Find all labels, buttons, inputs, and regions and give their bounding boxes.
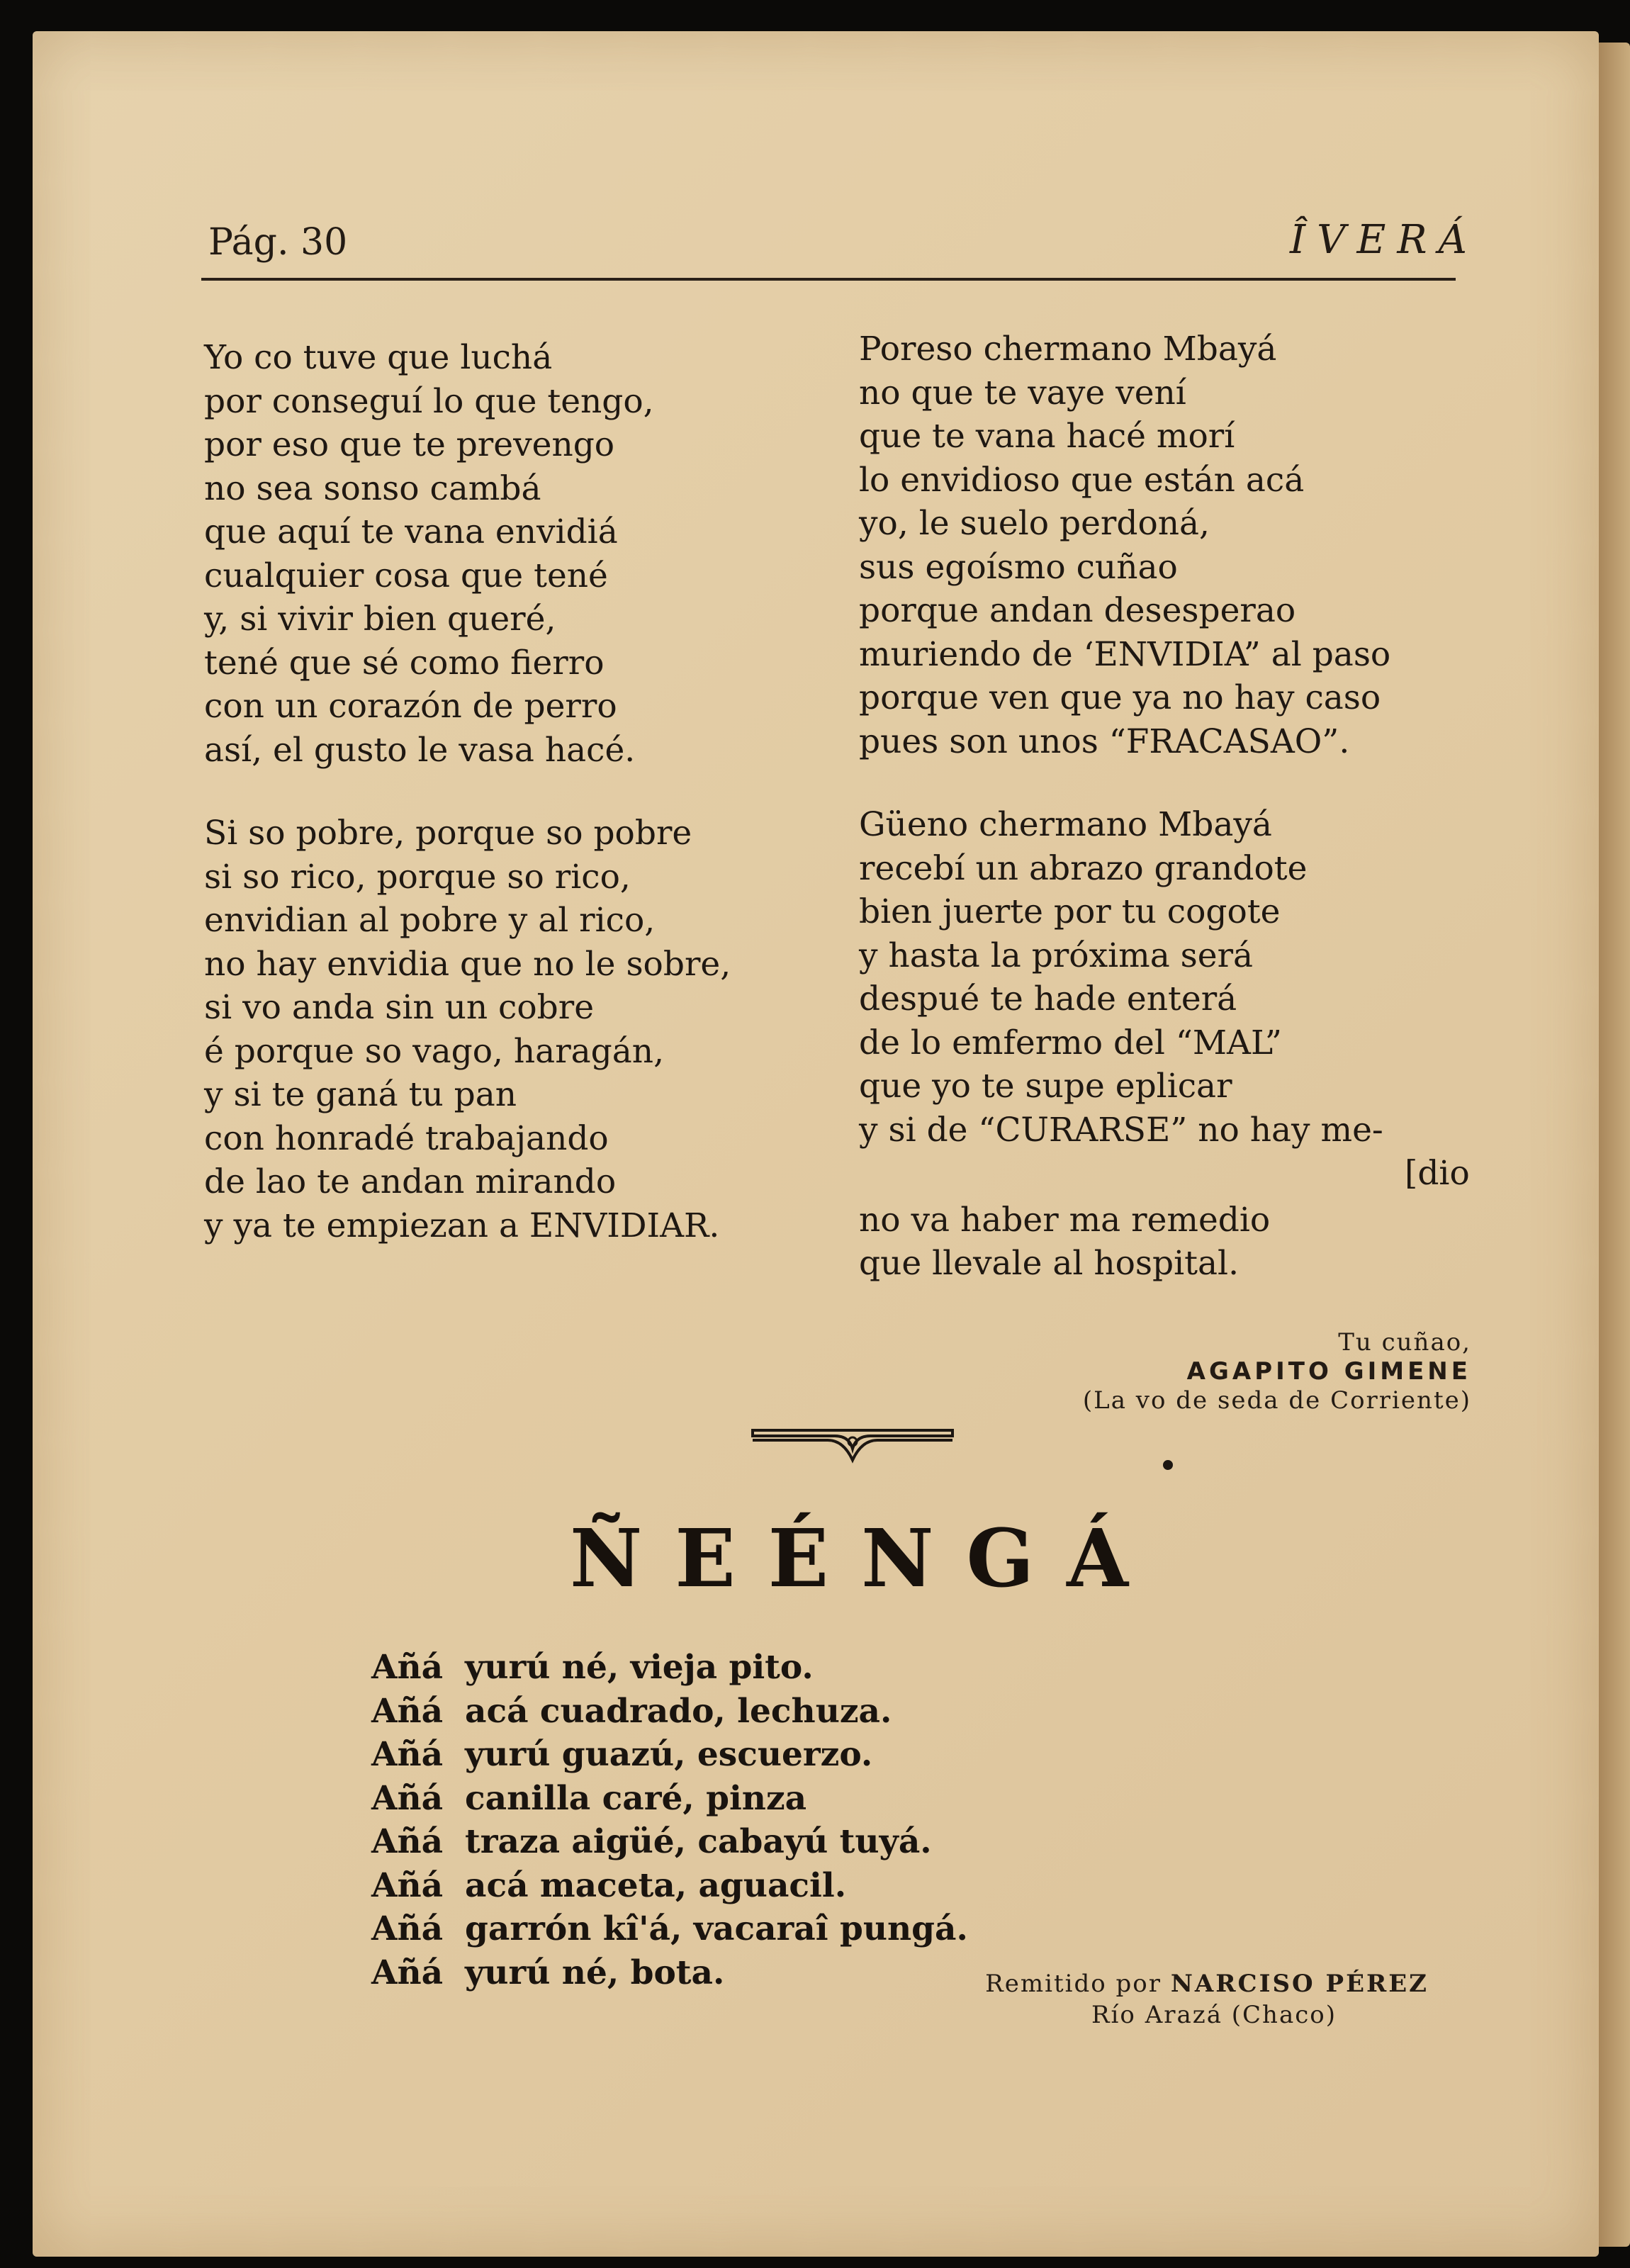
section-title: ÑEÉNGÁ [569, 1512, 1162, 1605]
verse-line: si vo anda sin un cobre [204, 988, 595, 1027]
verse-line: no va haber ma remedio [859, 1200, 1271, 1240]
verse-lead-word: Añá [371, 1822, 444, 1861]
credit-block [918, 1968, 1429, 2031]
verse-line: Poreso chermano Mbayá [859, 330, 1277, 369]
credit-place: Río Arazá (Chaco) [1091, 2001, 1337, 2029]
verse-line: porque ven que ya no hay caso [859, 678, 1381, 717]
verse-line: envidian al pobre y al rico, [204, 901, 656, 940]
verse-text: garrón kî'á, vacaraî pungá. [465, 1909, 968, 1948]
magazine-title: ÎVERÁ [1289, 217, 1478, 263]
verse-line: Güeno chermano Mbayá [859, 805, 1272, 844]
verse-line: y si de “CURARSE” no hay me- [859, 1110, 1383, 1150]
signature-label: Tu cuñao, [1338, 1328, 1471, 1357]
verse-lead-word: Añá [371, 1778, 444, 1818]
verse-line: Yo co tuve que luchá [204, 338, 553, 377]
verse-text: yurú né, vieja pito. [465, 1648, 814, 1687]
verse-line: que llevale al hospital. [859, 1244, 1240, 1283]
verse-line: con honradé trabajando [204, 1118, 609, 1158]
verse-line: porque andan desesperao [859, 591, 1296, 630]
poem-right-stanza-2 [859, 803, 1470, 1286]
verse-line: lo envidioso que están acá [859, 460, 1305, 500]
verse-line [371, 1733, 968, 1777]
ornament-divider-icon [750, 1420, 955, 1470]
verse-line [371, 1690, 968, 1734]
verse-line: no sea sonso cambá [204, 468, 541, 508]
verse-line: que te vana hacé morí [859, 417, 1235, 456]
page-number: Pág. 30 [208, 221, 348, 264]
signature-name: AGAPITO GIMENE [1186, 1357, 1471, 1386]
verse-lead-word: Añá [371, 1909, 444, 1948]
header-rule [201, 278, 1456, 281]
verse-lead-word: Añá [371, 1735, 444, 1774]
verse-line: que yo te supe eplicar [859, 1067, 1232, 1106]
verse-line: tené que sé como fierro [204, 643, 605, 683]
verse-line: bien juerte por tu cogote [859, 892, 1281, 931]
verse-line [371, 1864, 968, 1908]
verse-line: y, si vivir bien queré, [204, 600, 556, 639]
verse-line: yo, le suelo perdoná, [859, 504, 1210, 543]
verse-line [371, 1907, 968, 1951]
verse-line: de lao te andan mirando [204, 1162, 617, 1201]
verse-line [371, 1777, 968, 1821]
verse-line [371, 1820, 968, 1864]
verse-line: despué te hade enterá [859, 979, 1237, 1018]
verse-line-continuation: [dio [1405, 1154, 1470, 1193]
poem-right-column [859, 327, 1470, 1286]
ink-dot [1163, 1460, 1173, 1470]
verse-text: canilla caré, pinza [465, 1778, 807, 1818]
verse-line [371, 1951, 968, 1995]
verse-text: traza aigüé, cabayú tuyá. [465, 1822, 932, 1861]
verse-line: no hay envidia que no le sobre, [204, 944, 731, 984]
verse-line: y hasta la próxima será [859, 936, 1254, 975]
verse-line [371, 1646, 968, 1690]
verse-lead-word: Añá [371, 1953, 444, 1992]
verse-line: con un corazón de perro [204, 687, 617, 726]
poem-left-stanza-2 [204, 812, 731, 1247]
verse-line: por eso que te prevengo [204, 425, 615, 464]
credit-prefix: Remitido por [985, 1970, 1162, 1998]
verse-line: y si te ganá tu pan [204, 1075, 517, 1114]
verse-line: no que te vaye vení [859, 373, 1186, 412]
magazine-page [33, 31, 1599, 2257]
verse-line: Si so pobre, porque so pobre [204, 814, 692, 853]
verse-line: y ya te empiezan a ENVIDIAR. [204, 1206, 720, 1245]
verse-lead-word: Añá [371, 1865, 444, 1905]
poem-right-stanza-1 [859, 327, 1470, 763]
verse-line: que aquí te vana envidiá [204, 512, 618, 551]
adjacent-page-edge [1598, 43, 1630, 2247]
poem-left-column [204, 336, 731, 1287]
verse-lead-word: Añá [371, 1691, 444, 1731]
verse-line: si so rico, porque so rico, [204, 857, 631, 897]
verse-line: muriendo de ‘ENVIDIA” al paso [859, 634, 1391, 674]
verse-text: yurú né, bota. [465, 1953, 725, 1992]
verse-lead-word: Añá [371, 1648, 444, 1687]
verse-text: acá cuadrado, lechuza. [465, 1691, 892, 1731]
verse-line: é porque so vago, haragán, [204, 1031, 665, 1071]
credit-name: NARCISO PÉREZ [1170, 1970, 1429, 1998]
verse-text: acá maceta, aguacil. [465, 1865, 847, 1905]
credit-line [918, 1968, 1429, 1999]
signature-block [1004, 1328, 1471, 1415]
verse-line: pues son unos “FRACASAO”. [859, 722, 1350, 761]
poem-left-stanza-1 [204, 336, 731, 772]
verse-line: cualquier cosa que tené [204, 556, 608, 595]
poem-neenga [371, 1646, 968, 1994]
verse-line: recebí un abrazo grandote [859, 848, 1308, 888]
verse-line: así, el gusto le vasa hacé. [204, 730, 636, 770]
signature-note: (La vo de seda de Corriente) [1082, 1386, 1471, 1415]
verse-text: yurú guazú, escuerzo. [465, 1735, 873, 1774]
verse-line: de lo emfermo del “MAL” [859, 1023, 1282, 1062]
verse-line: por conseguí lo que tengo, [204, 381, 654, 421]
verse-line: sus egoísmo cuñao [859, 547, 1178, 587]
